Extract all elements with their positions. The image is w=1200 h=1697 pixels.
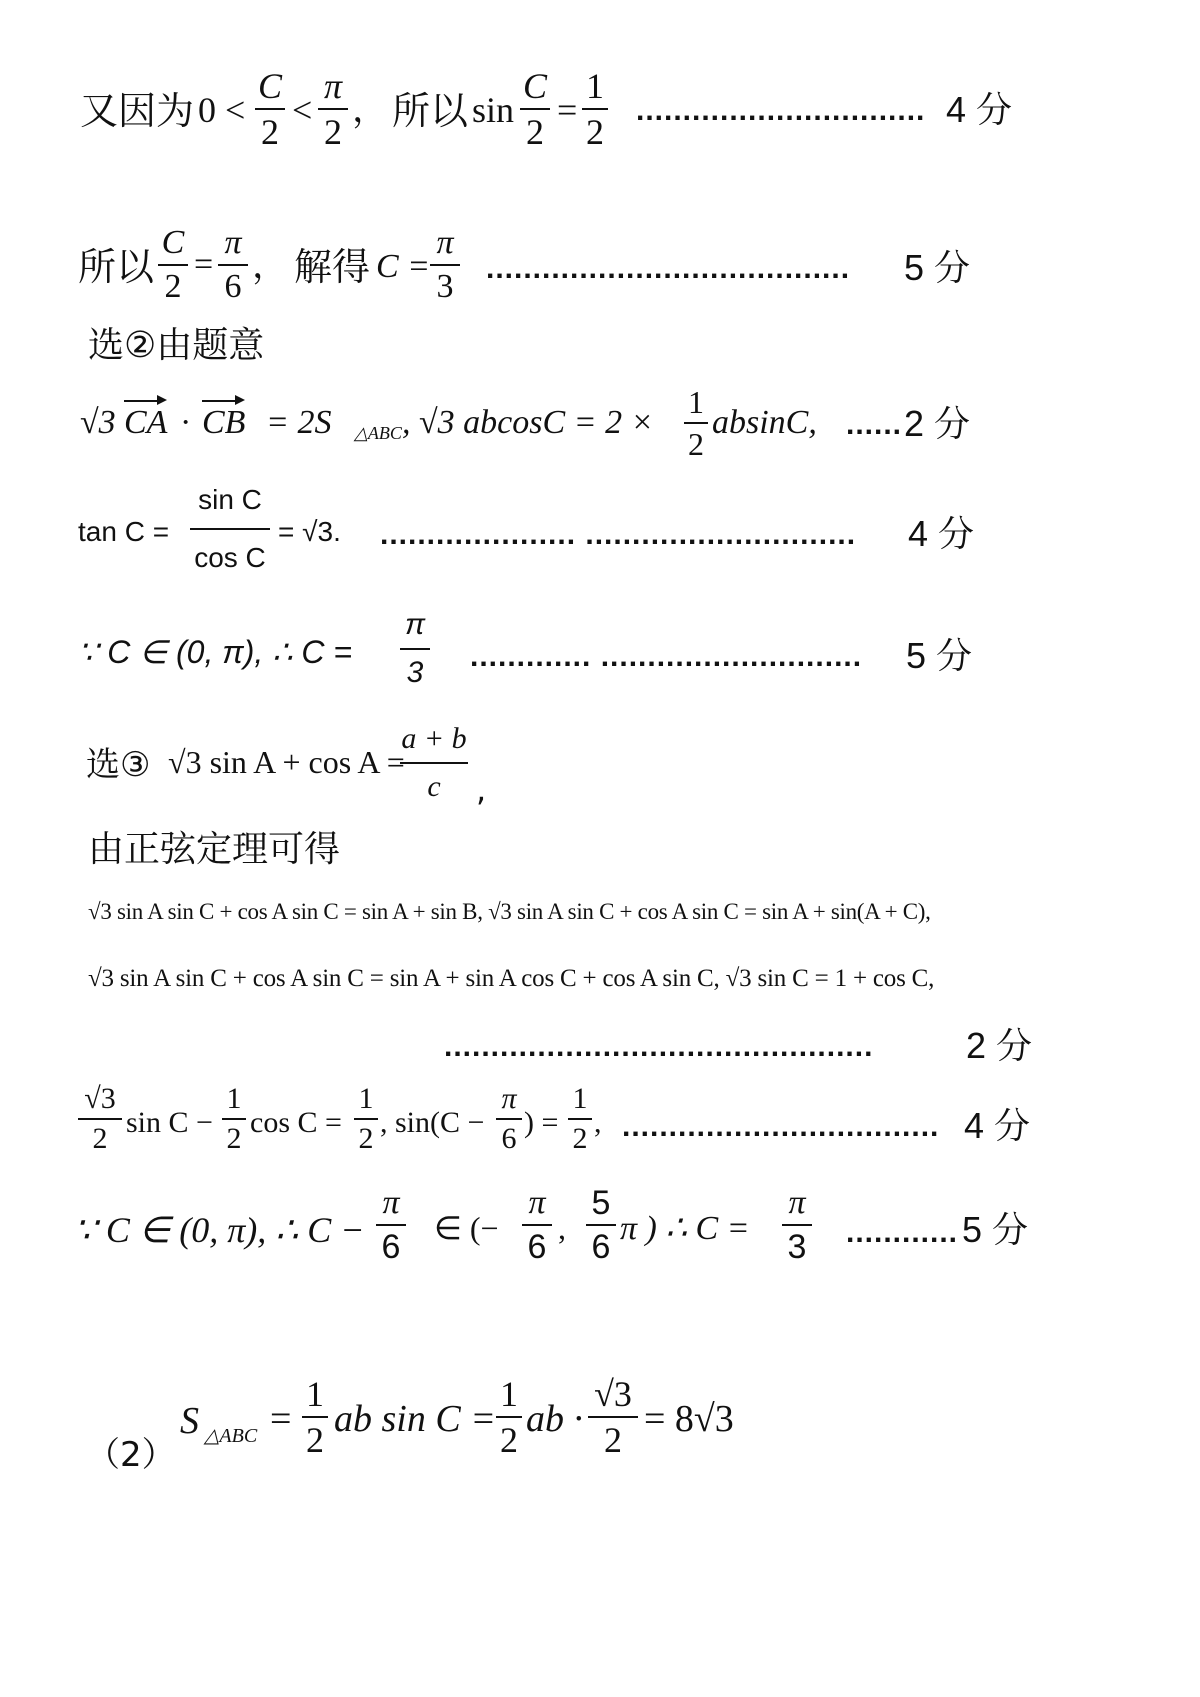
math: ∵ C ∈ (0, π), ∴ C = — [78, 634, 353, 670]
line-1 — [0, 66, 1200, 162]
fraction: 1 2 — [222, 1084, 246, 1154]
fraction: 1 2 — [496, 1376, 522, 1458]
math: ∵ C ∈ (0, π), ∴ C − — [74, 1210, 365, 1250]
math: S — [180, 1400, 199, 1442]
score: 5 分 — [906, 635, 973, 676]
fraction: √3 2 — [78, 1084, 122, 1154]
dot-leader: ..................... ............................. — [380, 518, 857, 551]
text: 所以 — [78, 245, 155, 289]
score: 5 分 — [962, 1209, 1029, 1250]
math: = — [557, 90, 578, 130]
math: π ) ∴ C = — [620, 1210, 750, 1247]
fraction: a + b c — [401, 722, 467, 803]
fraction: π 3 — [400, 610, 430, 688]
line-13 — [0, 1184, 1200, 1280]
line-7 — [0, 722, 1200, 818]
math: √3 sin A sin C + cos A sin C = sin A + sin B, √3 sin A sin C + cos A sin C = sin A + sin(A + C), — [88, 899, 931, 924]
math: = — [270, 1398, 292, 1440]
line-14 — [0, 1376, 1200, 1496]
vector-cb: CB — [202, 404, 246, 441]
score: 2 分 — [904, 403, 971, 444]
fraction: π 3 — [782, 1186, 812, 1264]
fraction: sin C cos C — [190, 486, 270, 572]
dot-leader: ...... — [846, 408, 903, 441]
fraction: 1 2 — [684, 386, 708, 460]
text: 又因为 — [80, 89, 195, 133]
text: ， — [352, 89, 389, 130]
dot-leader: .................................. — [622, 1110, 940, 1143]
text: 选③ — [86, 745, 151, 785]
fraction: π 6 — [496, 1084, 522, 1154]
math: , √3 abcosC = 2 × — [402, 404, 654, 441]
dot-leader: ....................................... — [486, 252, 851, 285]
line-6 — [0, 610, 1200, 700]
score: 4 分 — [946, 89, 1013, 130]
math: √3 — [80, 404, 116, 441]
math: sin C − — [126, 1106, 213, 1139]
score: 4 分 — [964, 1105, 1031, 1146]
math: √3 sin A sin C + cos A sin C = sin A + sin A cos C + cos A sin C, √3 sin C = 1 + cos C, — [88, 965, 935, 992]
math: absinC, — [712, 404, 817, 441]
math: = √3. — [278, 516, 341, 547]
math: 0 < — [198, 90, 246, 130]
text: , — [476, 771, 487, 809]
math: cos C = — [250, 1106, 342, 1139]
fraction: π 6 — [218, 226, 248, 304]
vector-ca: CA — [124, 404, 168, 441]
fraction: 1 2 — [568, 1084, 592, 1154]
math: < — [292, 90, 313, 130]
subscript: △ABC — [204, 1425, 258, 1447]
score: 4 分 — [908, 513, 975, 554]
fraction: π 6 — [376, 1186, 406, 1264]
line-2 — [0, 224, 1200, 318]
fraction: C 2 — [158, 226, 188, 304]
dot-leader: ............................... — [636, 94, 926, 127]
math: tan C = — [78, 516, 170, 547]
fraction: C 2 — [255, 68, 285, 150]
line-4 — [0, 384, 1200, 478]
math: √3 sin A + cos A = — [168, 744, 405, 780]
fraction: 5 6 — [586, 1186, 616, 1264]
math: ab sin C = — [334, 1398, 496, 1440]
fraction: 1 2 — [302, 1376, 328, 1458]
fraction: 1 2 — [354, 1084, 378, 1154]
math: C = — [376, 248, 431, 285]
fraction: C 2 — [520, 68, 550, 150]
line-12 — [0, 1082, 1200, 1176]
math: , — [558, 1210, 566, 1246]
line-5 — [0, 484, 1200, 578]
dot-leader: ............ — [846, 1216, 959, 1249]
math: ab · — [526, 1398, 583, 1440]
math: sin — [472, 90, 515, 130]
score: 2 分 — [966, 1025, 1033, 1066]
math: = — [194, 246, 214, 283]
dot-leader: .............................................. — [444, 1030, 874, 1063]
subscript: △ABC — [354, 423, 402, 443]
text: 解得 — [294, 245, 371, 289]
score: 5 分 — [904, 247, 971, 288]
math: = 8√3 — [644, 1398, 734, 1440]
math: , — [594, 1106, 602, 1139]
dot-leader: ............. ............................ — [470, 640, 863, 673]
math: · — [180, 404, 192, 441]
fraction: 1 2 — [582, 68, 608, 150]
fraction: π 3 — [430, 226, 460, 304]
math: , sin(C − — [380, 1106, 485, 1139]
fraction: π 6 — [522, 1186, 552, 1264]
part-label: （2） — [86, 1435, 176, 1475]
math: = 2S — [266, 404, 332, 441]
math: ∈ (− — [434, 1210, 499, 1246]
fraction: π 2 — [318, 68, 348, 150]
text: ， — [252, 245, 289, 286]
text: 所以 — [392, 89, 469, 133]
text: 选②由题意 — [88, 325, 265, 366]
fraction: √3 2 — [588, 1376, 638, 1458]
math: ) = — [524, 1106, 559, 1139]
text: 由正弦定理可得 — [88, 829, 341, 870]
